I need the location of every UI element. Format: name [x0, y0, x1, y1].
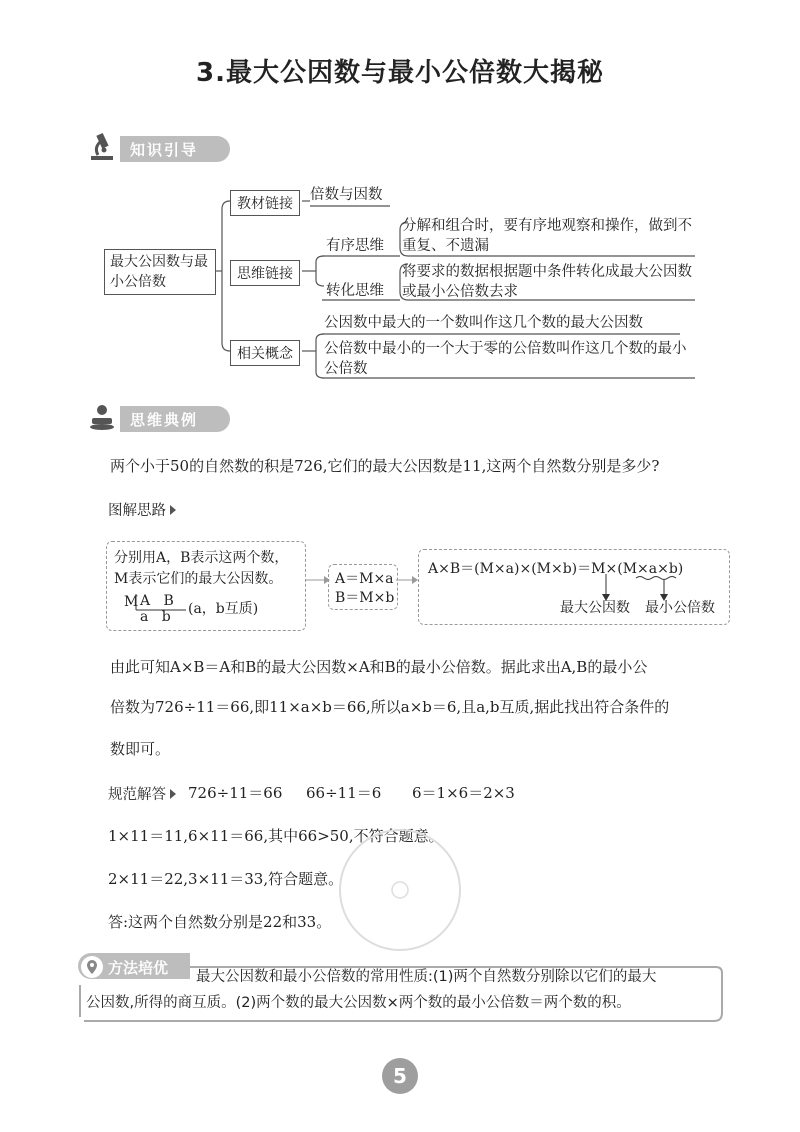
section-header-examples	[88, 406, 328, 432]
solution-line-2: 1×11＝11,6×11＝66,其中66>50,不符合题意。	[108, 827, 444, 845]
diagram-box1-frac-bottom: a b	[140, 609, 171, 625]
mindmap-sub-ordered-text: 分解和组合时，要有序地观察和操作，做到不重复、不遗漏	[402, 218, 692, 254]
mindmap-leaf-lcm: 公倍数中最小的一个大于零的公倍数叫作这几个数的最小公倍数	[324, 341, 687, 377]
watermark-stamp	[330, 820, 470, 960]
solution-label: 规范解答	[108, 783, 176, 804]
mindmap-branch-textbook: 教材链接	[230, 190, 300, 216]
tip-line-1: 最大公因数和最小公倍数的常用性质:(1)两个自然数分别除以它们的最大	[196, 969, 657, 985]
problem-text: 两个小于50的自然数的积是726,它们的最大公因数是11,这两个自然数分别是多少?	[110, 457, 660, 475]
solution-line-3: 2×11＝22,3×11＝33,符合题意。	[108, 870, 344, 888]
triangle-icon	[170, 505, 176, 515]
diagram-box1-line1: 分别用A，B表示这两个数，	[114, 550, 289, 566]
diagram-box2-line1: A＝M×a	[335, 571, 394, 587]
diagram-box2-line2: B＝M×b	[335, 590, 395, 606]
mindmap-leaf-gcd: 公因数中最大的一个数叫作这几个数的最大公因数	[324, 315, 643, 331]
diagram-box3-formula: A×B＝(M×a)×(M×b)＝M×(M×a×b)	[428, 561, 684, 577]
solution-step-2: 66÷11＝6	[306, 784, 382, 802]
mindmap-root: 最大公因数与最小公倍数	[104, 249, 216, 295]
analysis-line-2: 倍数为726÷11＝66,即11×a×b＝66,所以a×b＝6,且a,b互质,据此找出符合条件的	[110, 698, 670, 716]
analysis-line-3: 数即可。	[110, 740, 171, 758]
page-title: 3.最大公因数与最小公倍数大揭秘	[196, 58, 604, 88]
mindmap-sub-transform: 转化思维	[326, 283, 384, 299]
diagram-label-gcd: 最大公因数	[560, 600, 630, 616]
book-stack-icon	[88, 400, 118, 432]
diagram-label-lcm: 最小公倍数	[645, 600, 715, 616]
mindmap-sub-transform-text: 将要求的数据根据题中条件转化成最大公因数或最小公倍数去求	[402, 264, 692, 300]
solution-step-1: 726÷11＝66	[188, 784, 283, 802]
diagram-box1-frac-m: M	[124, 594, 139, 610]
mindmap-sub-ordered: 有序思维	[326, 238, 384, 254]
analysis-line-1: 由此可知A×B＝A和B的最大公因数×A和B的最小公倍数。据此求出A,B的最小公	[110, 658, 648, 676]
tip-line-2: 公因数,所得的商互质。(2)两个数的最大公因数×两个数的最小公倍数＝两个数的积。	[86, 995, 631, 1011]
wavy-underlined-term: M×a×b	[622, 561, 678, 577]
diagram-box1-frac-top: A B	[140, 593, 174, 609]
location-pin-icon	[80, 955, 104, 979]
triangle-icon	[170, 789, 176, 799]
mindmap-branch-concepts: 相关概念	[230, 340, 300, 366]
diagram-box1-line2: M表示它们的最大公因数。	[114, 571, 283, 587]
section-label: 知识引导	[130, 141, 199, 159]
mindmap-leaf-textbook: 倍数与因数	[310, 187, 383, 203]
mindmap-branch-thinking: 思维链接	[230, 260, 300, 286]
page-number: 5	[382, 1058, 418, 1094]
solution-answer: 答:这两个自然数分别是22和33。	[108, 913, 332, 931]
diagram-label: 图解思路	[108, 499, 176, 520]
tip-label: 方法培优	[108, 959, 169, 977]
solution-step-3: 6＝1×6＝2×3	[412, 784, 515, 802]
section-label: 思维典例	[130, 411, 199, 429]
diagram-box1-note: (a，b互质)	[188, 601, 259, 617]
